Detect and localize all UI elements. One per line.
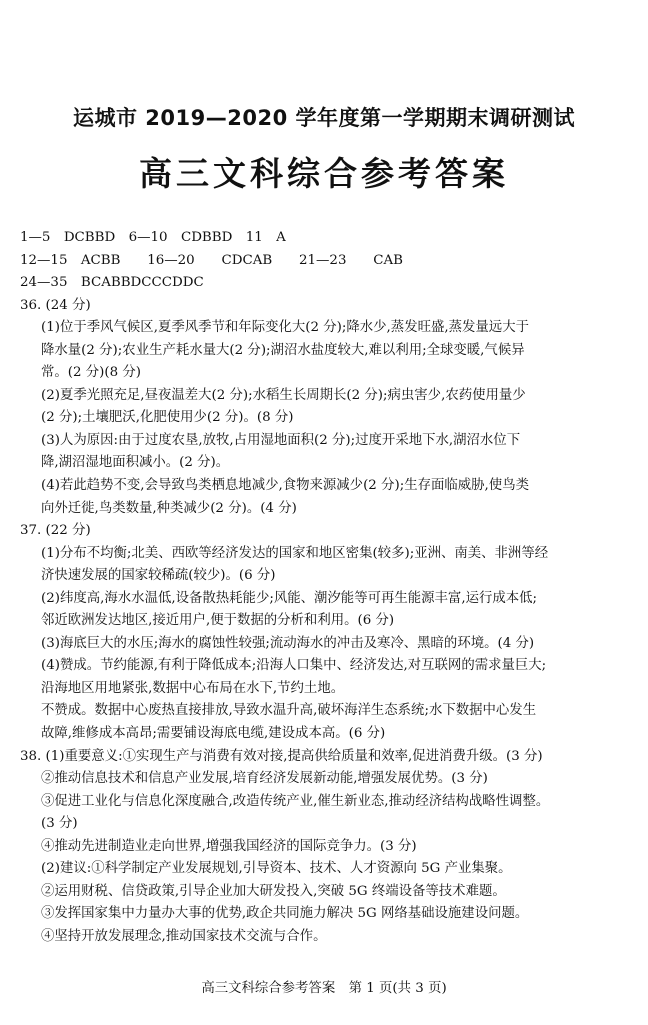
answer-line: (3)海底巨大的水压;海水的腐蚀性较强;流动海水的冲击及寒冷、黑暗的环境。(4 分): [41, 635, 535, 651]
answer-line: (1)位于季风气候区,夏季风季节和年际变化大(2 分);降水少,蒸发旺盛,蒸发量远大于: [41, 320, 529, 336]
page-footer: 高三文科综合参考答案 第 1 页(共 3 页): [201, 981, 447, 996]
answer-line: 济快速发展的国家较稀疏(较少)。(6 分): [41, 568, 276, 584]
answer-line: 故障,维修成本高昂;需要铺设海底电缆,建设成本高。(6 分): [41, 726, 386, 742]
answer-line: ④坚持开放发展理念,推动国家技术交流与合作。: [41, 928, 327, 944]
answer-line: (4)若此趋势不变,会导致鸟类栖息地减少,食物来源减少(2 分);生存面临威胁,使鸟类: [41, 478, 529, 494]
answer-line: 37. (22 分): [20, 523, 91, 539]
answer-content: [20, 227, 632, 949]
answer-line: (2)纬度高,海水水温低,设备散热耗能少;风能、潮汐能等可再生能源丰富,运行成本低;: [41, 590, 538, 606]
answer-key-title: 高三文科综合参考答案: [139, 154, 509, 193]
answer-line: ②运用财税、信贷政策,引导企业加大研发投入,突破 5G 终端设备等技术难题。: [41, 883, 506, 899]
answer-line: 38. (1)重要意义:①实现生产与消费有效对接,提高供给质量和效率,促进消费升级。(3 分): [20, 748, 543, 764]
answer-line: (2)建议:①科学制定产业发展规划,引导资本、技术、人才资源向 5G 产业集聚。: [41, 861, 512, 877]
answer-line: 24—35 BCABBDCCCDDC: [20, 275, 204, 291]
answer-line: 邻近欧洲发达地区,接近用户,便于数据的分析和利用。(6 分): [41, 613, 395, 629]
answer-line: 常。(2 分)(8 分): [41, 365, 142, 381]
answer-line: (1)分布不均衡;北美、西欧等经济发达的国家和地区密集(较多);亚洲、南美、非洲等经: [41, 545, 549, 561]
answer-line: 沿海地区用地紧张,数据中心布局在水下,节约土地。: [41, 680, 345, 696]
answer-line: 不赞成。数据中心废热直接排放,导致水温升高,破坏海洋生态系统;水下数据中心发生: [41, 703, 537, 719]
answer-line: 36. (24 分): [20, 297, 91, 313]
answer-line: ③发挥国家集中力量办大事的优势,政企共同施力解决 5G 网络基础设施建设问题。: [41, 906, 529, 922]
answer-line: ④推动先进制造业走向世界,增强我国经济的国际竞争力。(3 分): [41, 838, 417, 854]
answer-line: ②推动信息技术和信息产业发展,培育经济发展新动能,增强发展优势。(3 分): [41, 771, 488, 787]
answer-line: (2)夏季光照充足,昼夜温差大(2 分);水稻生长周期长(2 分);病虫害少,农药使用量少: [41, 387, 526, 403]
answer-line: ③促进工业化与信息化深度融合,改造传统产业,催生新业态,推动经济结构战略性调整。: [41, 793, 550, 809]
answer-line: (4)赞成。节约能源,有利于降低成本;沿海人口集中、经济发达,对互联网的需求量巨大;: [41, 658, 547, 674]
answer-line: 降,湖沼湿地面积减小。(2 分)。: [41, 455, 230, 471]
exam-title: 运城市 2019—2020 学年度第一学期期末调研测试: [72, 106, 575, 130]
answer-line: 12—15 ACBB 16—20 CDCAB 21—23 CAB: [20, 252, 404, 268]
answer-line: (3)人为原因:由于过度农垦,放牧,占用湿地面积(2 分);过度开采地下水,湖沼水位下: [41, 432, 521, 448]
answer-line: (2 分);土壤肥沃,化肥使用少(2 分)。(8 分): [41, 410, 294, 426]
answer-line: 向外迁徙,鸟类数量,种类减少(2 分)。(4 分): [41, 500, 297, 516]
answer-line: 1—5 DCBBD 6—10 CDBBD 11 A: [20, 230, 286, 245]
answer-line: (3 分): [41, 816, 78, 832]
answer-line: 降水量(2 分);农业生产耗水量大(2 分);湖沼水盐度较大,难以利用;全球变暖,气候异: [41, 342, 525, 358]
